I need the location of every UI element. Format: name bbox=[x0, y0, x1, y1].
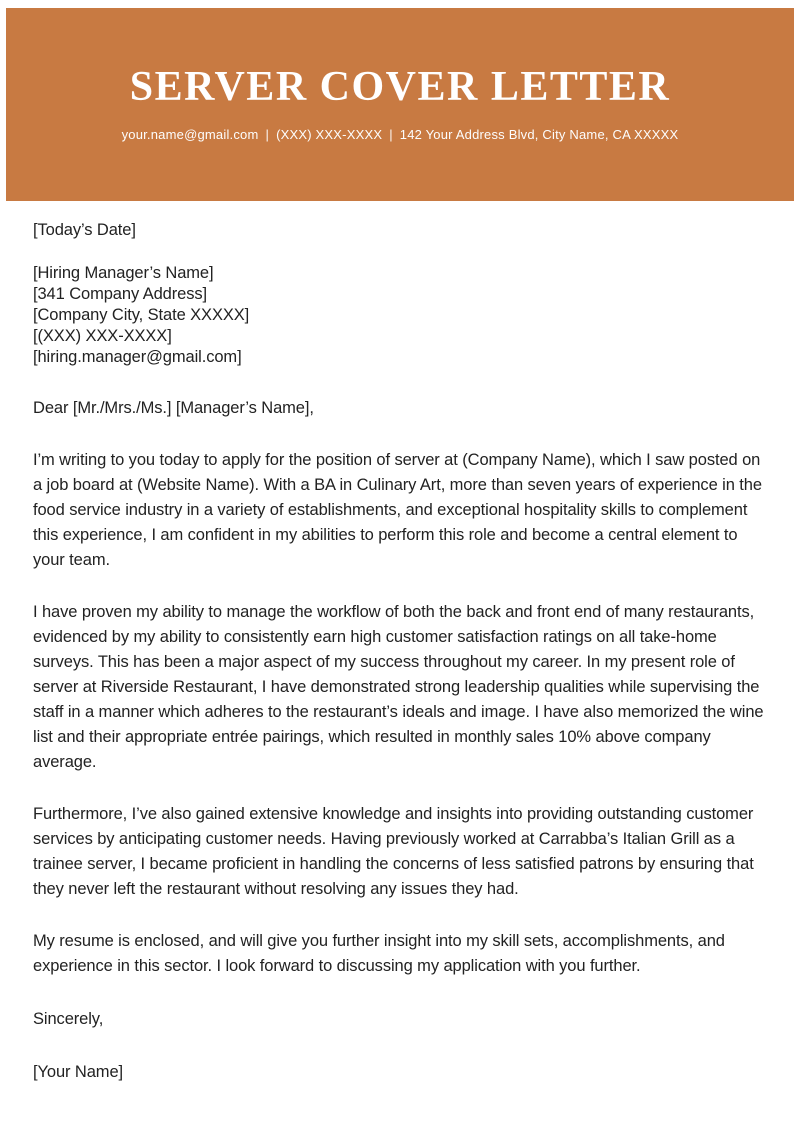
recipient-block bbox=[33, 263, 767, 368]
date-placeholder: [Today’s Date] bbox=[33, 221, 136, 239]
contact-email: your.name@gmail.com bbox=[121, 127, 259, 142]
recipient-phone-line: [(XXX) XXX-XXXX] bbox=[33, 327, 172, 345]
letter-body bbox=[0, 201, 800, 1085]
body-paragraph-2: I have proven my ability to manage the workflow of both the back and front end of many restaurants, evidenced by my ability to consistently earn high customer satisfaction ratings on all take-home surveys. This has been a major aspect of my success throughout my career. In my present role of server at Riverside Restaurant, I have demonstrated strong leadership qualities while supervising the staff in a manner which adheres to the restaurant’s ideals and image. I have also memorized the wine list and their appropriate entrée pairings, which resulted in monthly sales 10% above company average. bbox=[33, 603, 764, 771]
body-paragraph-3: Furthermore, I’ve also gained extensive knowledge and insights into providing outstanding customer services by anticipating customer needs. Having previously worked at Carrabba’s Italian Grill as a trainee server, I became proficient in handling the concerns of less satisfied patrons by ensuring that they never left the restaurant without resolving any issues they had. bbox=[33, 805, 754, 898]
recipient-name-line: [Hiring Manager’s Name] bbox=[33, 264, 214, 282]
recipient-address-line: [341 Company Address] bbox=[33, 285, 208, 303]
contact-address: 142 Your Address Blvd, City Name, CA XXXXX bbox=[399, 127, 679, 142]
closing: Sincerely, bbox=[33, 1010, 104, 1028]
body-paragraph-1: I’m writing to you today to apply for the position of server at (Company Name), which I saw posted on a job board at (Website Name). With a BA in Culinary Art, more than seven years of experience in the food service industry in a variety of establishments, and exceptional hospitality skills to complement this experience, I am confident in my abilities to perform this role and become a central element to your team. bbox=[33, 451, 762, 569]
page-title: SERVER COVER LETTER bbox=[129, 64, 671, 110]
contact-separator: | bbox=[265, 127, 270, 142]
contact-phone: (XXX) XXX-XXXX bbox=[276, 127, 383, 142]
contact-line bbox=[6, 126, 794, 144]
header-banner bbox=[6, 8, 794, 201]
recipient-email-line: [hiring.manager@gmail.com] bbox=[33, 348, 242, 366]
body-paragraph-4: My resume is enclosed, and will give you further insight into my skill sets, accomplishments, and experience in this sector. I look forward to discussing my application with you further. bbox=[33, 932, 725, 975]
contact-separator: | bbox=[389, 127, 393, 142]
salutation: Dear [Mr./Mrs./Ms.] [Manager’s Name], bbox=[33, 399, 314, 417]
signature-placeholder: [Your Name] bbox=[33, 1063, 124, 1081]
recipient-city-line: [Company City, State XXXXX] bbox=[33, 306, 250, 324]
